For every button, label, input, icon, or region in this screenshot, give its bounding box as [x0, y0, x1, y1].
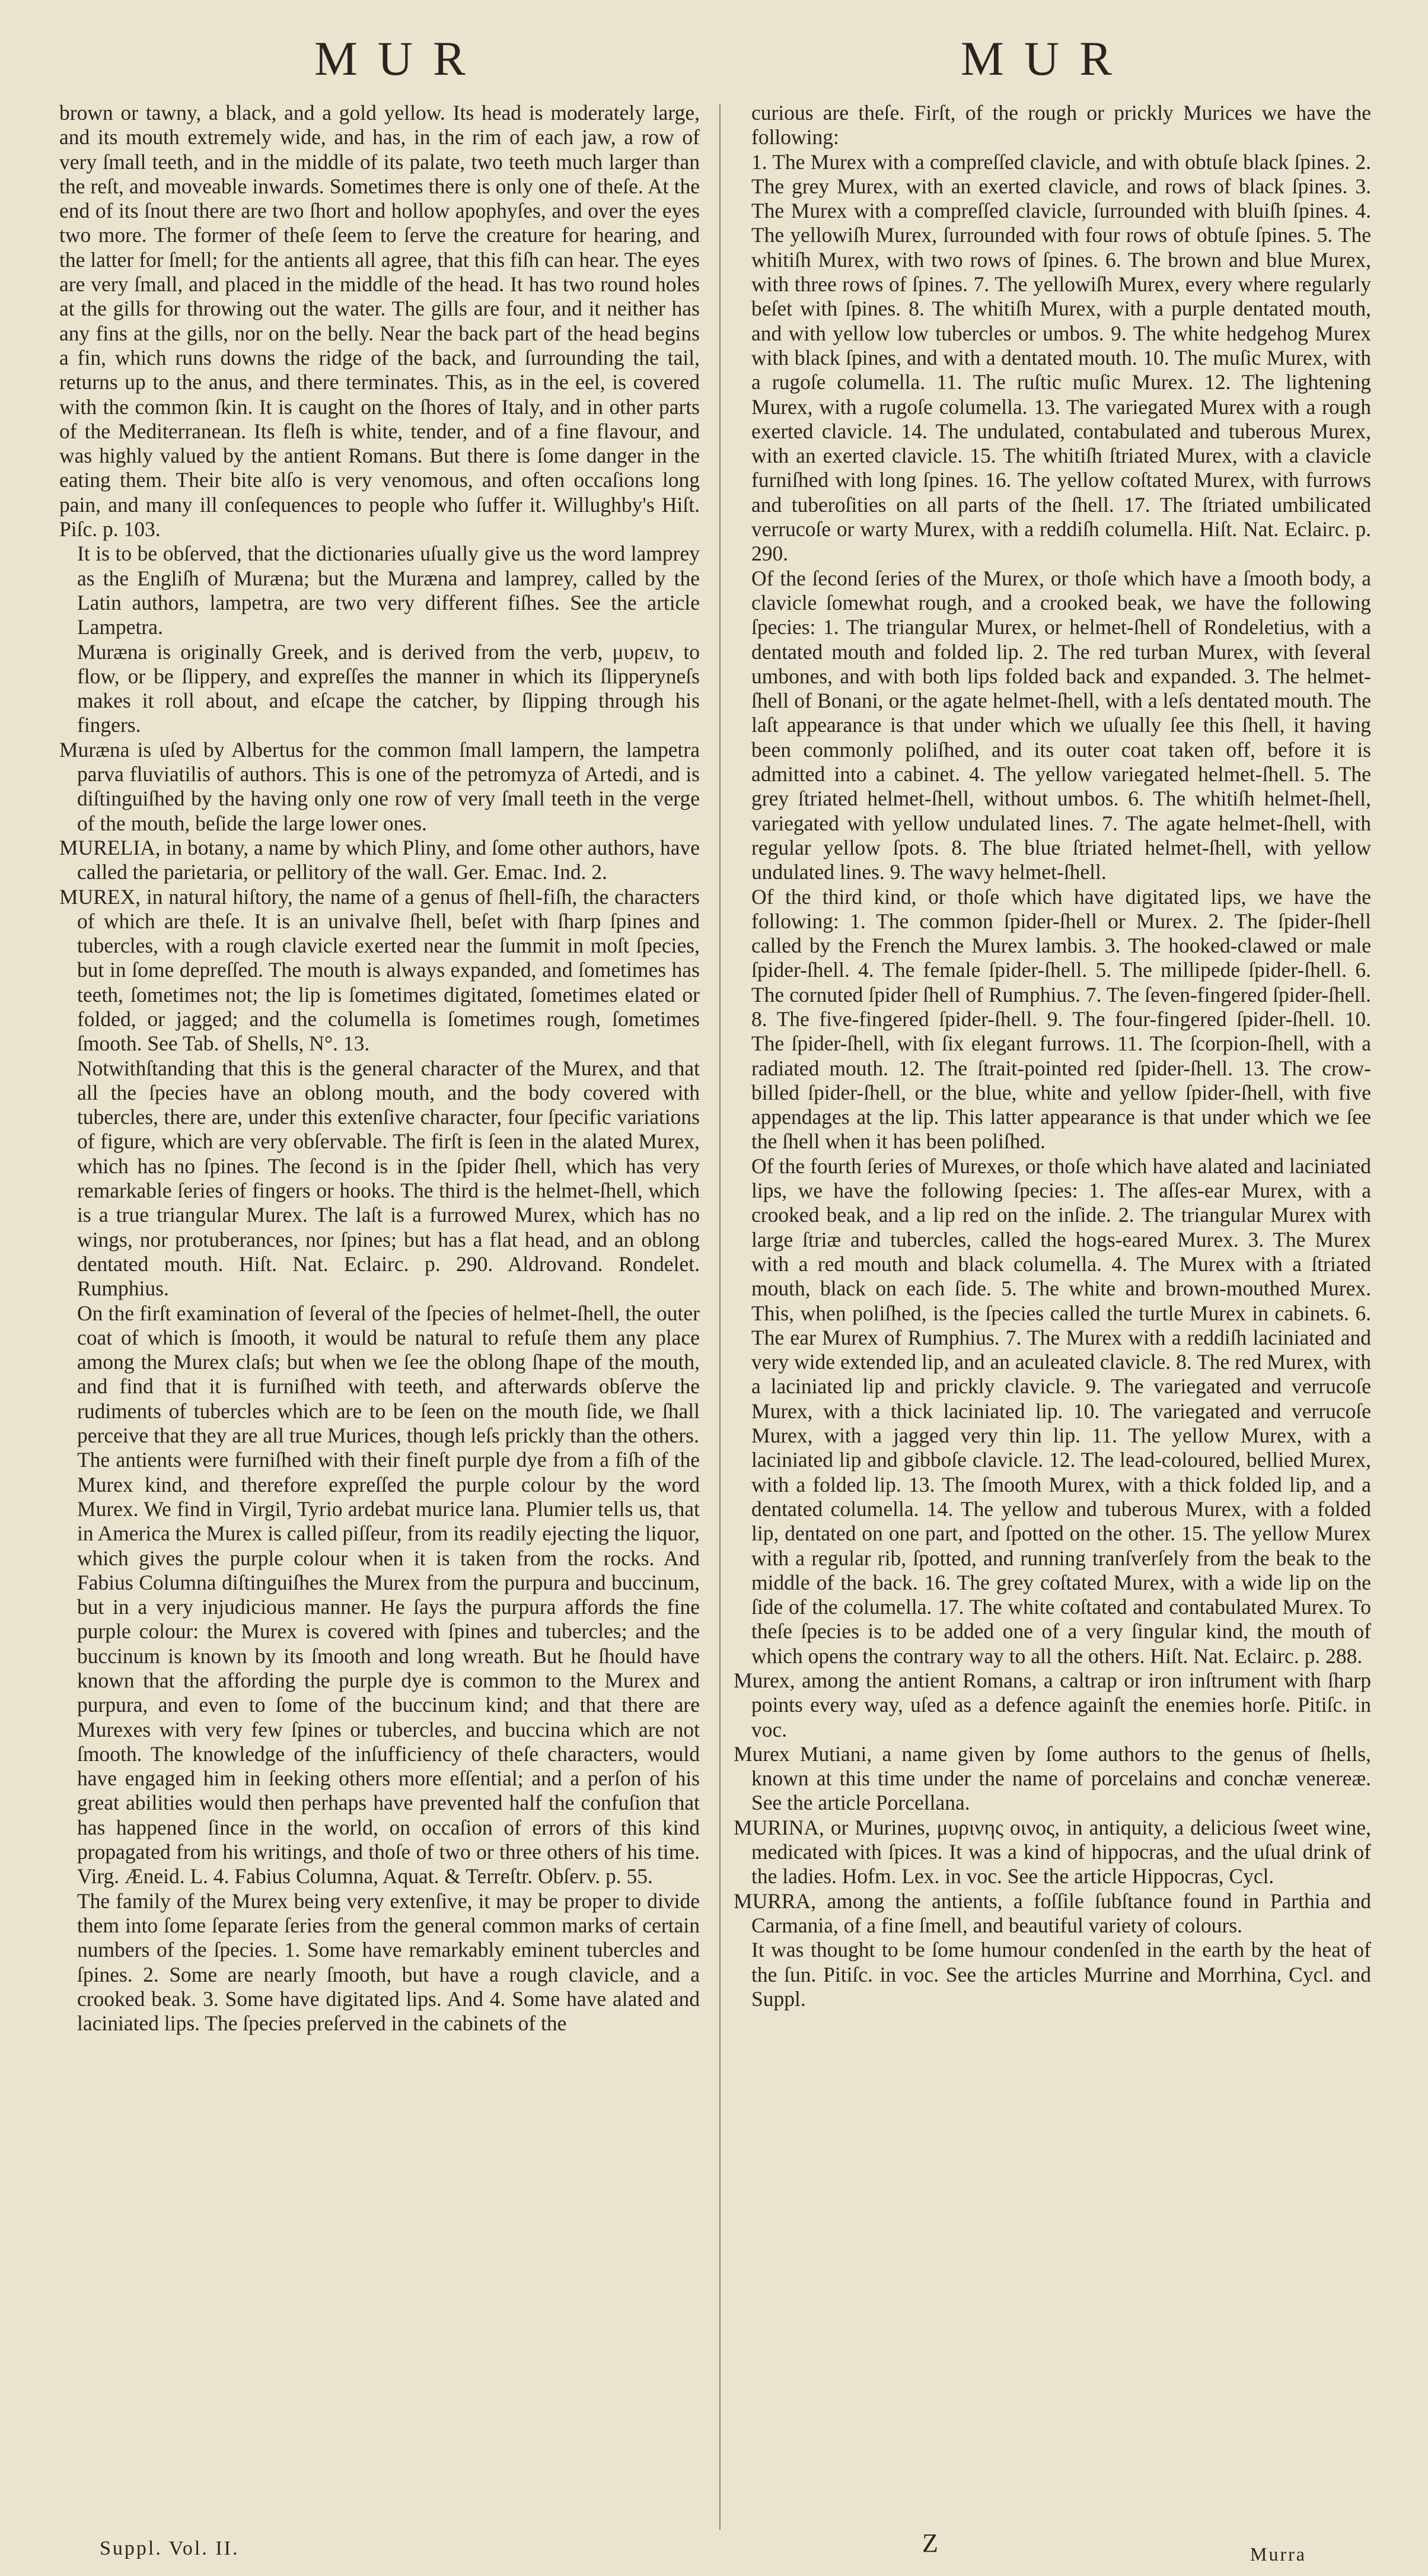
gathering-mark: Z	[922, 2529, 938, 2558]
running-head-left: MUR	[314, 31, 486, 85]
paragraph: The family of the Murex being very extenſive, it may be proper to divide them into ſome ſeparate ſeries from the general common marks of certain numbers of the ſpecies. 1. Some have remarkably eminent tubercles and ſpines. 2. Some are nearly ſmooth, but have a rough clavicle, and a crooked beak. 3. Some have digitated lips. And 4. Some have alated and laciniated lips. The ſpecies preſerved in the cabinets of the	[77, 1889, 700, 2036]
catchword: Murra	[1250, 2543, 1306, 2565]
signature-mark: Suppl. Vol. II.	[100, 2537, 240, 2559]
paragraph: Of the ſecond ſeries of the Murex, or thoſe which have a ſmooth body, a clavicle ſomewhat rough, and a crooked beak, we have the following ſpecies: 1. The triangular Murex, or helmet-ſhell of Rondeletius, with a dentated mouth and folded lip. 2. The red turban Murex, with ſeveral umbones, and with both lips folded back and expanded. 3. The helmet-ſhell of Bonani, or the agate helmet-ſhell, with a leſs dentated mouth. The laſt appearance is that under which we uſually ſee this ſhell, it having been commonly poliſhed, and its outer coat taken off, before it is admitted into a cabinet. 4. The yellow variegated helmet-ſhell. 5. The grey ſtriated helmet-ſhell, without umbos. 6. The whitiſh helmet-ſhell, variegated with yellow undulated lines. 7. The agate helmet-ſhell, with regular yellow ſpots. 8. The blue ſtriated helmet-ſhell, with yellow undulated lines. 9. The wavy helmet-ſhell.	[751, 566, 1371, 884]
entry-murina: MURINA, or Murines, μυρινης οινος, in antiquity, a delicious ſweet wine, medicated with ſpices. It was a kind of hippocras, and the uſual drink of the ladies. Hofm. Lex. in voc. See the article Hippocras, Cycl.	[734, 1815, 1371, 1889]
entry-murex-mutiani: Murex Mutiani, a name given by ſome authors to the genus of ſhells, known at this time under the name of porcelains and conchæ venereæ. See the article Porcellana.	[734, 1741, 1371, 1815]
entry-murana: Muræna is uſed by Albertus for the common ſmall lampern, the lampetra parva fluviatilis of authors. This is one of the petromyza of Artedi, and is diſtinguiſhed by the having only one row of very ſmall teeth in the verge of the mouth, beſide the large lower ones.	[59, 737, 700, 835]
paragraph: Notwithſtanding that this is the general character of the Murex, and that all the ſpecies have an oblong mouth, and the body covered with tubercles, there are, under this extenſive character, four ſpecific variations of figure, which are very obſervable. The firſt is ſeen in the alated Murex, which has no ſpines. The ſecond is in the ſpider ſhell, which has very remarkable ſeries of fingers or hooks. The third is the helmet-ſhell, which is a true triangular Murex. The laſt is a furrowed Murex, which has no wings, nor protuberances, nor ſpines; but has a flat head, and an oblong dentated mouth. Hiſt. Nat. Eclairc. p. 290. Aldrovand. Rondelet. Rumphius.	[77, 1056, 700, 1301]
column-rule	[719, 104, 721, 2530]
paragraph: It is to be obſerved, that the dictionaries uſually give us the word lamprey as the Engliſh of Muræna; but the Muræna and lamprey, called by the Latin authors, lampetra, are two very different fiſhes. See the article Lampetra.	[77, 542, 700, 639]
paragraph: Of the third kind, or thoſe which have digitated lips, we have the following: 1. The common ſpider-ſhell or Murex. 2. The ſpider-ſhell called by the French the Murex lambis. 3. The hooked-clawed or male ſpider-ſhell. 4. The female ſpider-ſhell. 5. The millipede ſpider-ſhell. 6. The cornuted ſpider ſhell of Rumphius. 7. The ſeven-fingered ſpider-ſhell. 8. The five-fingered ſpider-ſhell. 9. The four-fingered ſpider-ſhell. 10. The ſpider-ſhell, with ſix elegant furrows. 11. The ſcorpion-ſhell, with a radiated mouth. 12. The ſtrait-pointed red ſpider-ſhell. 13. The crow-billed ſpider-ſhell, or the blue, white and yellow ſpider-ſhell, with five appendages at the lip. This latter appearance is that under which we ſee the ſhell when it has been poliſhed.	[751, 884, 1371, 1154]
entry-murex-caltrap: Murex, among the antient Romans, a caltrap or iron inſtrument with ſharp points every way, uſed as a defence againſt the enemies horſe. Pitiſc. in voc.	[734, 1668, 1371, 1741]
paragraph: Of the fourth ſeries of Murexes, or thoſe which have alated and laciniated lips, we have the following ſpecies: 1. The aſſes-ear Murex, with a crooked beak, and a lip red on the inſide. 2. The triangular Murex with large ſtriæ and tubercles, called the hogs-eared Murex. 3. The Murex with a red mouth and black columella. 4. The Murex with a ſtriated mouth, black on each ſide. 5. The white and brown-mouthed Murex. This, when poliſhed, is the ſpecies called the turtle Murex in cabinets. 6. The ear Murex of Rumphius. 7. The Murex with a reddiſh laciniated and very wide extended lip, and an aculeated clavicle. 8. The red Murex, with a laciniated lip and prickly clavicle. 9. The variegated and verrucoſe Murex, with a thick laciniated lip. 10. The variegated and verrucoſe Murex, with a jagged very thin lip. 11. The yellow Murex, with a laciniated lip and gibboſe clavicle. 12. The lead-coloured, bellied Murex, with a folded lip. 13. The ſmooth Murex, with a thick folded lip, and a dentated columella. 14. The yellow and tuberous Murex, with a folded lip, dentated on one part, and ſpotted on the other. 15. The yellow Murex with a regular rib, ſpotted, and running tranſverſely from the beak to the middle of the back. 16. The grey coſtated Murex, with a wide lip on the ſide of the columella. 17. The white coſtated and contabulated Murex. To theſe ſpecies is to be added one of a very ſingular kind, the mouth of which opens the contrary way to all the others. Hiſt. Nat. Eclairc. p. 288.	[751, 1154, 1371, 1668]
entry-murra: MURRA, among the antients, a foſſile ſubſtance found in Parthia and Carmania, of a fine ſmell, and beautiful variety of colours.	[734, 1889, 1371, 1937]
paragraph: 1. The Murex with a compreſſed clavicle, and with obtuſe black ſpines. 2. The grey Murex, with an exerted clavicle, and rows of black ſpines. 3. The Murex with a compreſſed clavicle, ſurrounded with bluiſh ſpines. 4. The yellowiſh Murex, ſurrounded with four rows of obtuſe ſpines. 5. The whitiſh Murex, with two rows of ſpines. 6. The brown and blue Murex, with three rows of ſpines. 7. The yellowiſh Murex, every where regularly beſet with ſpines. 8. The whitiſh Murex, with a purple dentated mouth, and with yellow low tubercles or umbos. 9. The white hedgehog Murex with black ſpines, and with a dentated mouth. 10. The muſic Murex, with a rugoſe columella. 11. The ruſtic muſic Murex. 12. The lightening Murex, with a rugoſe columella. 13. The variegated Murex with a rough exerted clavicle. 14. The undulated, contabulated and tuberous Murex, with an exerted clavicle. 15. The whitiſh ſtriated Murex, with a clavicle furniſhed with long ſpines. 16. The yellow coſtated Murex, with furrows and tuberoſities on all parts of the ſhell. 17. The ſtriated umbilicated verrucoſe or warty Murex, with a reddiſh columella. Hiſt. Nat. Eclairc. p. 290.	[751, 149, 1371, 566]
paragraph: brown or tawny, a black, and a gold yellow. Its head is moderately large, and its mouth extremely wide, and has, in the rim of each jaw, a row of very ſmall teeth, and in the middle of its palate, two teeth much larger than the reſt, and moveable inwards. Sometimes there is only one of theſe. At the end of its ſnout there are two ſhort and hollow apophyſes, and over the eyes two more. The former of theſe ſeem to ſerve the creature for hearing, and the latter for ſmell; for the antients all agree, that this fiſh can hear. The eyes are very ſmall, and placed in the middle of the head. It has two round holes at the gills for throwing out the water. The gills are four, and it neither has any fins at the gills, nor on the belly. Near the back part of the head begins a fin, which runs downs the ridge of the back, and ſurrounding the tail, returns up to the anus, and there terminates. This, as in the eel, is covered with the common ſkin. It is caught on the ſhores of Italy, and in other parts of the Mediterranean. Its fleſh is white, tender, and of a fine flavour, and was highly valued by the antient Romans. But there is ſome danger in the eating them. Their bite alſo is very venomous, and often occaſions long pain, and many ill conſequences to people who ſuffer it. Willughby's Hiſt. Piſc. p. 103.	[59, 101, 700, 542]
entry-murex: MUREX, in natural hiſtory, the name of a genus of ſhell-fiſh, the characters of which are theſe. It is an univalve ſhell, beſet with ſharp ſpines and tubercles, with a rough clavicle exerted near the ſummit in moſt ſpecies, but in ſome depreſſed. The mouth is always expanded, and ſometimes has teeth, ſometimes not; the lip is ſometimes digitated, ſometimes elated or folded, or jagged; and the columella is ſometimes rough, ſometimes ſmooth. See Tab. of Shells, N°. 13.	[59, 884, 700, 1056]
right-column	[734, 101, 1371, 2011]
paragraph: Muræna is originally Greek, and is derived from the verb, μυρειν, to flow, or be ſlippery, and expreſſes the manner in which its ſlipperyneſs makes it roll about, and eſcape the catcher, by ſlipping through his fingers.	[77, 639, 700, 737]
entry-murelia: MURELIA, in botany, a name by which Pliny, and ſome other authors, have called the parietaria, or pellitory of the wall. Ger. Emac. Ind. 2.	[59, 835, 700, 884]
paragraph: The antients were furniſhed with their fineſt purple dye from a fiſh of the Murex kind, and therefore expreſſed the purple colour by the word Murex. We find in Virgil, Tyrio ardebat murice lana. Plumier tells us, that in America the Murex is called piſſeur, from its readily ejecting the liquor, which gives the purple colour when it is taken from the rocks. And Fabius Columna diſtinguiſhes the Murex from the purpura and buccinum, but in a very injudicious manner. He ſays the purpura affords the fine purple colour: the Murex is covered with ſpines and tubercles; and the buccinum is known by its ſmooth and long wreath. But he ſhould have known that the affording the purple dye is common to the Murex and purpura, and even to ſome of the buccinum kind; and that there are Murexes with very few ſpines or tubercles, and buccina which are not ſmooth. The knowledge of the inſufficiency of theſe characters, would have engaged him in ſeeking others more eſſential; and a perſon of his great abilities would then perhaps have prevented half the confuſion that has happened ſince in the world, on occaſion of errors of this kind propagated from his writings, and thoſe of two or three others of his time. Virg. Æneid. L. 4. Fabius Columna, Aquat. & Terreſtr. Obſerv. p. 55.	[77, 1448, 700, 1889]
paragraph: It was thought to be ſome humour condenſed in the earth by the heat of the ſun. Pitiſc. in voc. See the articles Murrine and Morrhina, Cycl. and Suppl.	[751, 1938, 1371, 2011]
paragraph: On the firſt examination of ſeveral of the ſpecies of helmet-ſhell, the outer coat of which is ſmooth, it would be natural to refuſe them any place among the Murex claſs; but when we ſee the oblong ſhape of the mouth, and find that it is furniſhed with teeth, and afterwards obſerve the rudiments of tubercles which are to be ſeen on the mouth ſide, we ſhall perceive that they are all true Murices, though leſs prickly than the others.	[77, 1301, 700, 1448]
left-column	[59, 101, 700, 2036]
paragraph: curious are theſe. Firſt, of the rough or prickly Murices we have the following:	[751, 101, 1371, 149]
running-head-right: MUR	[961, 31, 1132, 85]
